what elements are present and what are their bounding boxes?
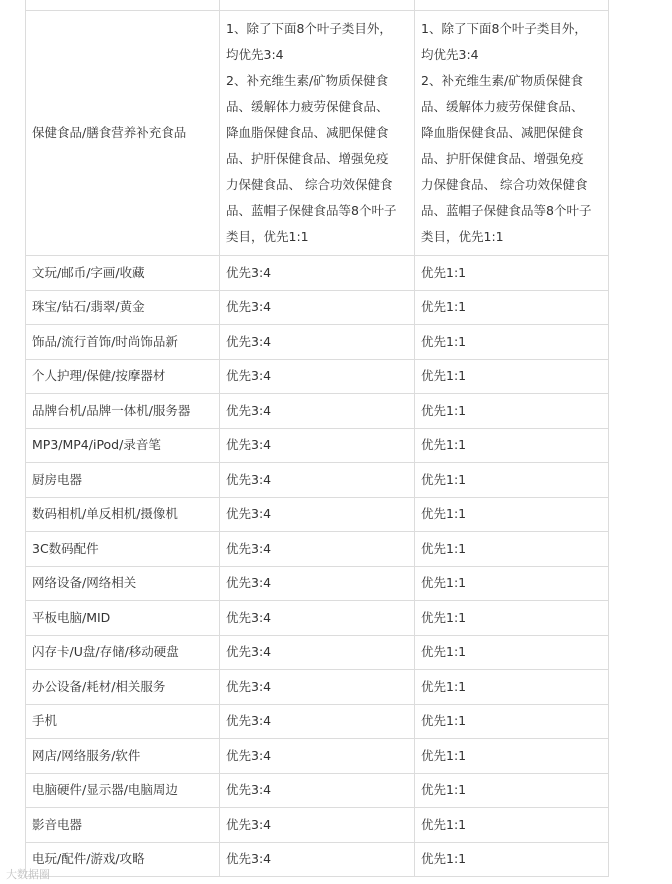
ratio-line: 1、除了下面8个叶子类目外， bbox=[226, 21, 392, 36]
ratio-line: 品、缓解体力疲劳保健食品、 bbox=[421, 99, 584, 114]
category-cell: MP3/MP4/iPod/录音笔 bbox=[26, 428, 220, 463]
ratio-line: 品、缓解体力疲劳保健食品、 bbox=[226, 99, 389, 114]
watermark-logo bbox=[6, 866, 50, 882]
table-row bbox=[26, 290, 609, 325]
ratio-line: 力保健食品、 综合功效保健食 bbox=[226, 177, 393, 192]
ratio-cell-col3: 优先1:1 bbox=[415, 359, 609, 394]
table-row bbox=[26, 773, 609, 808]
category-cell: 3C数码配件 bbox=[26, 532, 220, 567]
table-row bbox=[26, 463, 609, 498]
ratio-cell-col3: 优先1:1 bbox=[415, 670, 609, 705]
table-row-top-partial bbox=[26, 0, 609, 11]
category-cell: 手机 bbox=[26, 704, 220, 739]
table-cell-empty bbox=[26, 0, 220, 11]
table-row-health-food bbox=[26, 11, 609, 256]
ratio-line: 2、补充维生素/矿物质保健食 bbox=[421, 73, 584, 88]
ratio-cell-col3: 优先1:1 bbox=[415, 739, 609, 774]
table-row bbox=[26, 394, 609, 429]
ratio-line: 力保健食品、 综合功效保健食 bbox=[421, 177, 588, 192]
category-cell: 平板电脑/MID bbox=[26, 601, 220, 636]
ratio-cell-col3: 优先1:1 bbox=[415, 394, 609, 429]
ratio-cell-col3 bbox=[415, 11, 609, 256]
table-row bbox=[26, 256, 609, 291]
table-row bbox=[26, 670, 609, 705]
ratio-cell-col2: 优先3:4 bbox=[220, 463, 415, 498]
table-row bbox=[26, 325, 609, 360]
table-row bbox=[26, 532, 609, 567]
ratio-cell-col3: 优先1:1 bbox=[415, 497, 609, 532]
watermark-text: 大数据圈 bbox=[6, 868, 50, 881]
table-row bbox=[26, 704, 609, 739]
ratio-cell-col3: 优先1:1 bbox=[415, 842, 609, 877]
table-row bbox=[26, 808, 609, 843]
category-cell: 厨房电器 bbox=[26, 463, 220, 498]
ratio-cell-col2: 优先3:4 bbox=[220, 808, 415, 843]
ratio-cell-col3: 优先1:1 bbox=[415, 808, 609, 843]
category-cell: 办公设备/耗材/相关服务 bbox=[26, 670, 220, 705]
table-cell-empty bbox=[220, 0, 415, 11]
category-cell: 文玩/邮币/字画/收藏 bbox=[26, 256, 220, 291]
ratio-cell-col3: 优先1:1 bbox=[415, 566, 609, 601]
ratio-cell-col2: 优先3:4 bbox=[220, 394, 415, 429]
category-cell: 网络设备/网络相关 bbox=[26, 566, 220, 601]
table-row bbox=[26, 842, 609, 877]
ratio-line: 类目，优先1:1 bbox=[421, 229, 504, 244]
category-ratio-table bbox=[25, 0, 609, 877]
table-row bbox=[26, 359, 609, 394]
ratio-cell-col2: 优先3:4 bbox=[220, 601, 415, 636]
ratio-cell-col2: 优先3:4 bbox=[220, 359, 415, 394]
ratio-cell-col2: 优先3:4 bbox=[220, 428, 415, 463]
category-cell: 电脑硬件/显示器/电脑周边 bbox=[26, 773, 220, 808]
ratio-line: 2、补充维生素/矿物质保健食 bbox=[226, 73, 389, 88]
ratio-line: 品、护肝保健食品、增强免疫 bbox=[421, 151, 584, 166]
ratio-line: 降血脂保健食品、减肥保健食 bbox=[226, 125, 389, 140]
ratio-cell-col3: 优先1:1 bbox=[415, 290, 609, 325]
ratio-line: 类目，优先1:1 bbox=[226, 229, 309, 244]
ratio-cell-col3: 优先1:1 bbox=[415, 704, 609, 739]
ratio-cell-col2: 优先3:4 bbox=[220, 670, 415, 705]
category-cell: 保健食品/膳食营养补充食品 bbox=[26, 11, 220, 256]
ratio-cell-col2: 优先3:4 bbox=[220, 635, 415, 670]
ratio-cell-col3: 优先1:1 bbox=[415, 256, 609, 291]
ratio-cell-col2: 优先3:4 bbox=[220, 325, 415, 360]
ratio-line: 均优先3:4 bbox=[226, 47, 284, 62]
category-cell: 电玩/配件/游戏/攻略 bbox=[26, 842, 220, 877]
ratio-cell-col2: 优先3:4 bbox=[220, 290, 415, 325]
ratio-line: 品、蓝帽子保健食品等8个叶子 bbox=[226, 203, 397, 218]
ratio-line: 1、除了下面8个叶子类目外， bbox=[421, 21, 587, 36]
table-row bbox=[26, 428, 609, 463]
table-cell-empty bbox=[415, 0, 609, 11]
table-row bbox=[26, 497, 609, 532]
ratio-cell-col3: 优先1:1 bbox=[415, 325, 609, 360]
category-cell: 影音电器 bbox=[26, 808, 220, 843]
table-row bbox=[26, 566, 609, 601]
category-cell: 饰品/流行首饰/时尚饰品新 bbox=[26, 325, 220, 360]
ratio-cell-col2: 优先3:4 bbox=[220, 842, 415, 877]
ratio-cell-col2: 优先3:4 bbox=[220, 532, 415, 567]
ratio-cell-col3: 优先1:1 bbox=[415, 601, 609, 636]
category-cell: 网店/网络服务/软件 bbox=[26, 739, 220, 774]
ratio-cell-col3: 优先1:1 bbox=[415, 773, 609, 808]
category-cell: 闪存卡/U盘/存储/移动硬盘 bbox=[26, 635, 220, 670]
table-row bbox=[26, 635, 609, 670]
ratio-cell-col3: 优先1:1 bbox=[415, 532, 609, 567]
ratio-cell-col3: 优先1:1 bbox=[415, 463, 609, 498]
category-cell: 品牌台机/品牌一体机/服务器 bbox=[26, 394, 220, 429]
category-cell: 数码相机/单反相机/摄像机 bbox=[26, 497, 220, 532]
table-row bbox=[26, 739, 609, 774]
ratio-cell-col2 bbox=[220, 11, 415, 256]
ratio-line: 品、护肝保健食品、增强免疫 bbox=[226, 151, 389, 166]
ratio-cell-col2: 优先3:4 bbox=[220, 704, 415, 739]
category-ratio-table-container bbox=[25, 0, 608, 877]
ratio-cell-col2: 优先3:4 bbox=[220, 739, 415, 774]
ratio-cell-col2: 优先3:4 bbox=[220, 566, 415, 601]
ratio-line: 品、蓝帽子保健食品等8个叶子 bbox=[421, 203, 592, 218]
ratio-cell-col3: 优先1:1 bbox=[415, 635, 609, 670]
ratio-cell-col2: 优先3:4 bbox=[220, 497, 415, 532]
ratio-line: 均优先3:4 bbox=[421, 47, 479, 62]
ratio-cell-col2: 优先3:4 bbox=[220, 256, 415, 291]
category-cell: 珠宝/钻石/翡翠/黄金 bbox=[26, 290, 220, 325]
ratio-cell-col3: 优先1:1 bbox=[415, 428, 609, 463]
table-body bbox=[26, 0, 609, 877]
table-row bbox=[26, 601, 609, 636]
ratio-cell-col2: 优先3:4 bbox=[220, 773, 415, 808]
category-cell: 个人护理/保健/按摩器材 bbox=[26, 359, 220, 394]
ratio-line: 降血脂保健食品、减肥保健食 bbox=[421, 125, 584, 140]
